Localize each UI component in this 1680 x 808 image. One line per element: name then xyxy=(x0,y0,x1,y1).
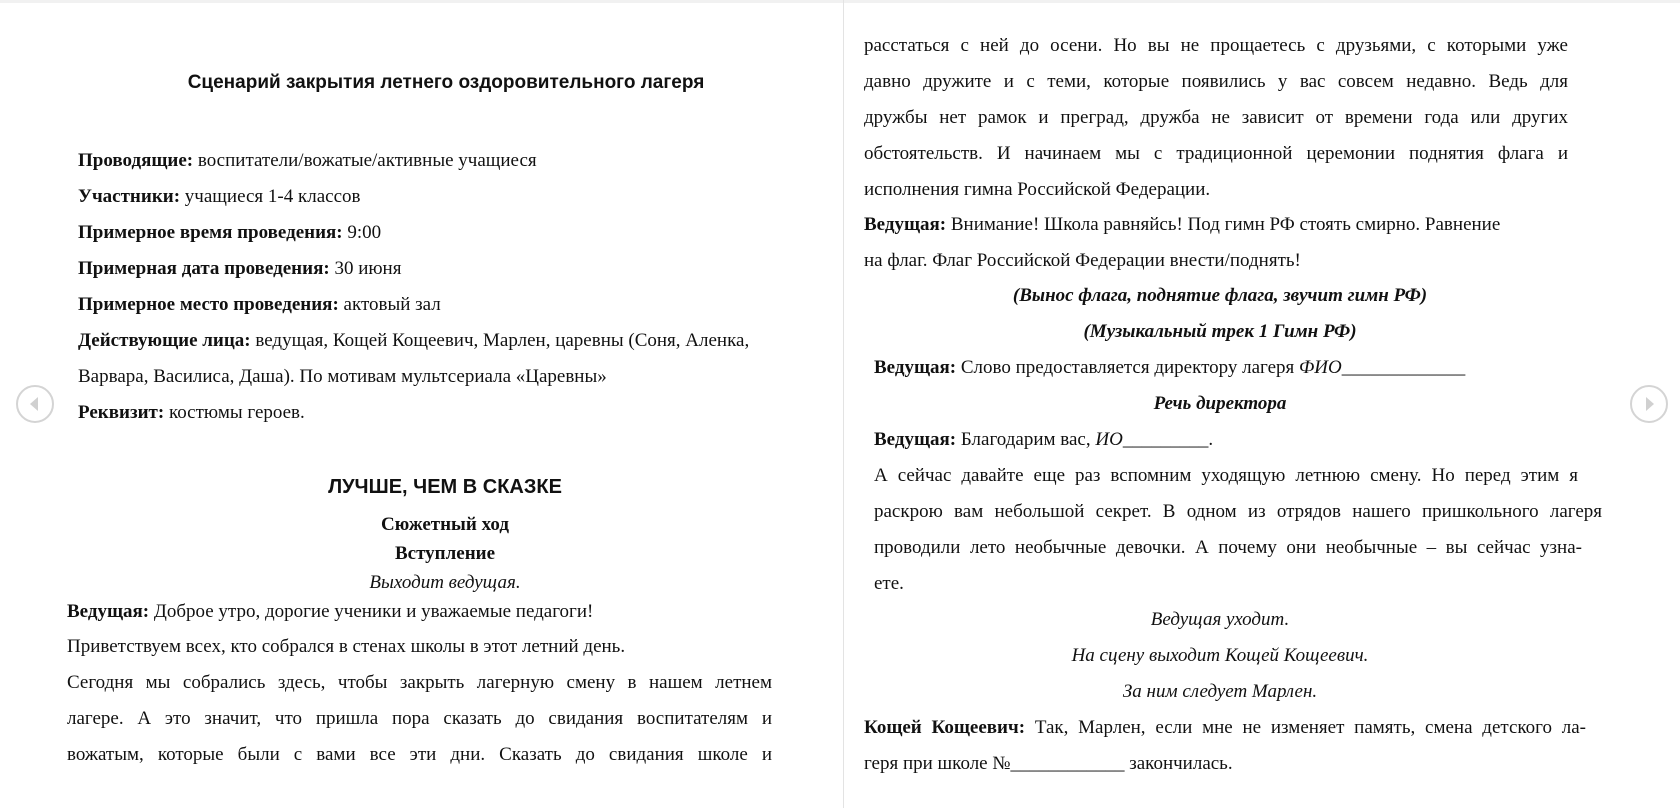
intro-line: расстаться с ней до осени. Но вы не прощаетесь с друзьями, с которыми уже xyxy=(864,35,1568,56)
meta-props: Реквизит: костюмы героев. xyxy=(78,402,305,423)
chevron-right-icon xyxy=(1632,387,1666,421)
meta-date: Примерная дата проведения: 30 июня xyxy=(78,258,402,279)
stage-direction: Выходит ведущая. xyxy=(369,572,521,593)
right-page xyxy=(844,0,1680,808)
memory-line: проводили лето необычные девочки. А почему они необычные – вы сейчас узна- xyxy=(874,537,1582,558)
follow-direction: За ним следует Марлен. xyxy=(1122,681,1318,702)
meta-cast: Действующие лица: ведущая, Кощей Кощеевич, Марлен, царевны (Соня, Аленка, xyxy=(78,330,750,351)
flag-direction: (Вынос флага, поднятие флага, звучит гимн РФ) xyxy=(1012,285,1428,306)
meta-participants: Участники: учащиеся 1-4 классов xyxy=(78,186,361,207)
music-direction: (Музыкальный трек 1 Гимн РФ) xyxy=(1083,321,1357,342)
meta-place: Примерное место проведения: актовый зал xyxy=(78,294,441,315)
host-attention-continued: на флаг. Флаг Российской Федерации внести/поднять! xyxy=(864,250,1301,271)
meta-cast-continued: Варвара, Василиса, Даша). По мотивам мультсериала «Царевны» xyxy=(78,366,607,387)
prev-page-button[interactable] xyxy=(16,385,54,423)
meta-hosts: Проводящие: воспитатели/вожатые/активные учащиеся xyxy=(78,150,537,171)
section-heading: Вступление xyxy=(394,543,496,564)
intro-line: давно дружите и с теми, которые появились у вас совсем недавно. Ведь для xyxy=(864,71,1568,92)
koschey-line-continued: геря при школе №____________ закончилась. xyxy=(864,753,1233,774)
host-attention-line: Ведущая: Внимание! Школа равняйсь! Под гимн РФ стоять смирно. Равнение xyxy=(864,214,1501,235)
memory-line: ете. xyxy=(874,573,904,594)
chevron-left-icon xyxy=(18,387,52,421)
paragraph-line: вожатым, которые были с вами все эти дни. Сказать до свидания школе и xyxy=(67,744,772,765)
koschey-line: Кощей Кощеевич: Так, Марлен, если мне не изменяет память, смена детского ла- xyxy=(864,717,1586,738)
memory-line: А сейчас давайте еще раз вспомним уходящую летнюю смену. Но перед этим я xyxy=(874,465,1578,486)
host-greeting-line: Ведущая: Доброе утро, дорогие ученики и уважаемые педагоги! xyxy=(67,601,594,622)
intro-line: исполнения гимна Российской Федерации. xyxy=(864,179,1211,200)
next-page-button[interactable] xyxy=(1630,385,1668,423)
scene-heading: ЛУЧШЕ, ЧЕМ В СКАЗКЕ xyxy=(328,476,562,498)
intro-line: обстоятельств. И начинаем мы с традиционной церемонии поднятия флага и xyxy=(864,143,1568,164)
document-title: Сценарий закрытия летнего оздоровительного лагеря xyxy=(187,72,705,93)
director-speech: Речь директора xyxy=(1153,393,1287,414)
meta-time: Примерное время проведения: 9:00 xyxy=(78,222,382,243)
entrance-direction: На сцену выходит Кощей Кощеевич. xyxy=(1071,645,1369,666)
paragraph-line: Сегодня мы собрались здесь, чтобы закрыть лагерную смену в нашем летнем xyxy=(67,672,772,693)
paragraph-line: Приветствуем всех, кто собрался в стенах школы в этот летний день. xyxy=(67,636,626,657)
plot-subheading: Сюжетный ход xyxy=(381,514,509,535)
intro-line: дружбы нет рамок и преград, дружба не зависит от времени года или других xyxy=(864,107,1568,128)
host-thanks-line: Ведущая: Благодарим вас, ИО_________. xyxy=(874,429,1214,450)
paragraph-line: лагере. А это значит, что пришла пора сказать до свидания воспитателям и xyxy=(67,708,772,729)
host-director-line: Ведущая: Слово предоставляется директору лагеря ФИО_____________ xyxy=(874,357,1466,378)
exit-direction: Ведущая уходит. xyxy=(1150,609,1290,630)
memory-line: раскрою вам небольшой секрет. В одном из отрядов нашего пришкольного лагеря xyxy=(874,501,1602,522)
